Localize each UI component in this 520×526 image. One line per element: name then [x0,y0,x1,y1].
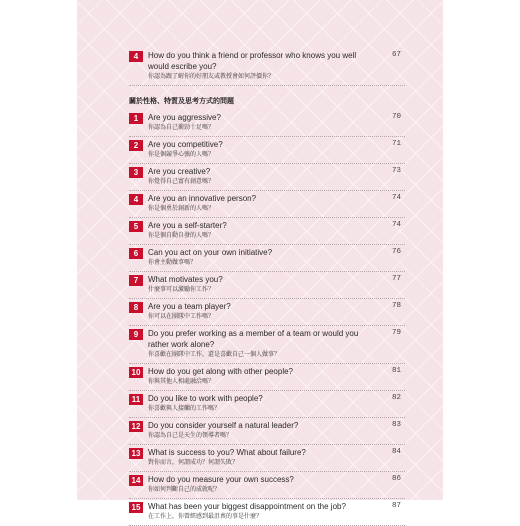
item-english: What is success to you? What about failure? [148,448,306,457]
item-number-badge: 8 [129,302,143,313]
item-text [143,366,405,387]
toc-item [129,272,405,299]
item-english: Are you an innovative person? [148,194,257,203]
item-number-badge: 2 [129,140,143,151]
item-text [143,301,405,322]
toc-item [129,472,405,499]
item-number-badge: 10 [129,367,143,378]
page-number: 86 [391,475,401,483]
item-text [143,220,405,241]
item-number-badge: 11 [129,394,143,405]
item-chinese: 你會主動做事嗎？ [148,260,197,266]
page-number: 83 [391,421,401,429]
toc-item [129,299,405,326]
item-number-badge: 13 [129,448,143,459]
item-chinese: 你是個競爭心強的人嗎？ [148,152,215,158]
item-chinese: 你認為跟了解你的好朋友或教授會如何評價你？ [148,74,275,80]
toc-content [129,48,405,526]
item-english: How do you measure your own success? [148,475,294,484]
section-title: 關於性格、特質及思考方式的問題 [129,98,234,105]
toc-item [129,418,405,445]
item-english: Are you competitive? [148,140,223,149]
page-number: 79 [391,329,401,337]
item-chinese: 在工作上，你曾經感到最沮喪的事是什麼？ [148,514,263,520]
item-chinese: 你覺得自己富有創意嗎？ [148,179,215,185]
page-number: 73 [391,167,401,175]
item-text [143,247,405,268]
item-text [143,274,405,295]
toc-item [129,191,405,218]
page-number: 87 [391,502,401,510]
toc-item [129,391,405,418]
item-text [143,50,405,82]
page-number: 76 [391,248,401,256]
item-chinese: 你認為自己是天生的領導者嗎？ [148,433,233,439]
toc-item [129,137,405,164]
toc-item [129,445,405,472]
item-chinese: 你喜歡與人接觸的工作嗎？ [148,406,221,412]
item-english: Can you act on your own initiative? [148,248,273,257]
item-text [143,112,405,133]
item-text [143,501,405,522]
item-english: Are you aggressive? [148,113,221,122]
toc-item [129,364,405,391]
page-number: 74 [391,221,401,229]
item-english: What motivates you? [148,275,223,284]
item-number-badge: 15 [129,502,143,513]
toc-item [129,218,405,245]
item-chinese: 對你而言，何謂成功？何謂失敗？ [148,460,239,466]
item-text [143,393,405,414]
item-number-badge: 4 [129,51,143,62]
item-number-badge: 9 [129,329,143,340]
item-text [143,139,405,160]
item-english: Do you prefer working as a member of a team or would you rather work alone? [148,329,359,349]
item-number-badge: 14 [129,475,143,486]
item-english: Are you a self-starter? [148,221,227,230]
item-chinese: 你如何判斷自己的成就呢？ [148,487,221,493]
item-number-badge: 6 [129,248,143,259]
toc-item [129,164,405,191]
item-english: Do you consider yourself a natural leader? [148,421,299,430]
item-number-badge: 3 [129,167,143,178]
item-english: Are you creative? [148,167,211,176]
item-english: What has been your biggest disappointment on the job? [148,502,346,511]
page-number: 77 [391,275,401,283]
item-number-badge: 1 [129,113,143,124]
toc-item [129,48,405,86]
toc-item [129,326,405,364]
page-number: 78 [391,302,401,310]
item-text [143,474,405,495]
item-chinese: 你可以在團隊中工作嗎？ [148,314,215,320]
item-chinese: 你喜歡在團隊中工作，還是喜歡自己一個人做事？ [148,352,281,358]
item-chinese: 你認為自己衝勁十足嗎？ [148,125,215,131]
page-number: 82 [391,394,401,402]
page-number: 71 [391,140,401,148]
item-number-badge: 12 [129,421,143,432]
page-number: 84 [391,448,401,456]
item-english: How do you think a friend or professor who knows you well would escribe you? [148,51,357,71]
item-number-badge: 4 [129,194,143,205]
item-english: How do you get along with other people? [148,367,293,376]
item-chinese: 你是個自動自發的人嗎？ [148,233,215,239]
item-text [143,420,405,441]
item-chinese: 什麼事可以激勵你工作？ [148,287,215,293]
item-number-badge: 7 [129,275,143,286]
item-text [143,193,405,214]
page-number: 67 [391,51,401,59]
item-text [143,328,405,360]
page-number: 74 [391,194,401,202]
item-chinese: 你與其他人相處融洽嗎？ [148,379,215,385]
item-chinese: 你是個勇於創新的人嗎？ [148,206,215,212]
toc-list [129,110,405,526]
toc-item [129,110,405,137]
item-english: Are you a team player? [148,302,231,311]
toc-item [129,245,405,272]
page-number: 70 [391,113,401,121]
item-number-badge: 5 [129,221,143,232]
toc-item [129,499,405,526]
item-english: Do you like to work with people? [148,394,263,403]
page-number: 81 [391,367,401,375]
item-text [143,166,405,187]
item-text [143,447,405,468]
